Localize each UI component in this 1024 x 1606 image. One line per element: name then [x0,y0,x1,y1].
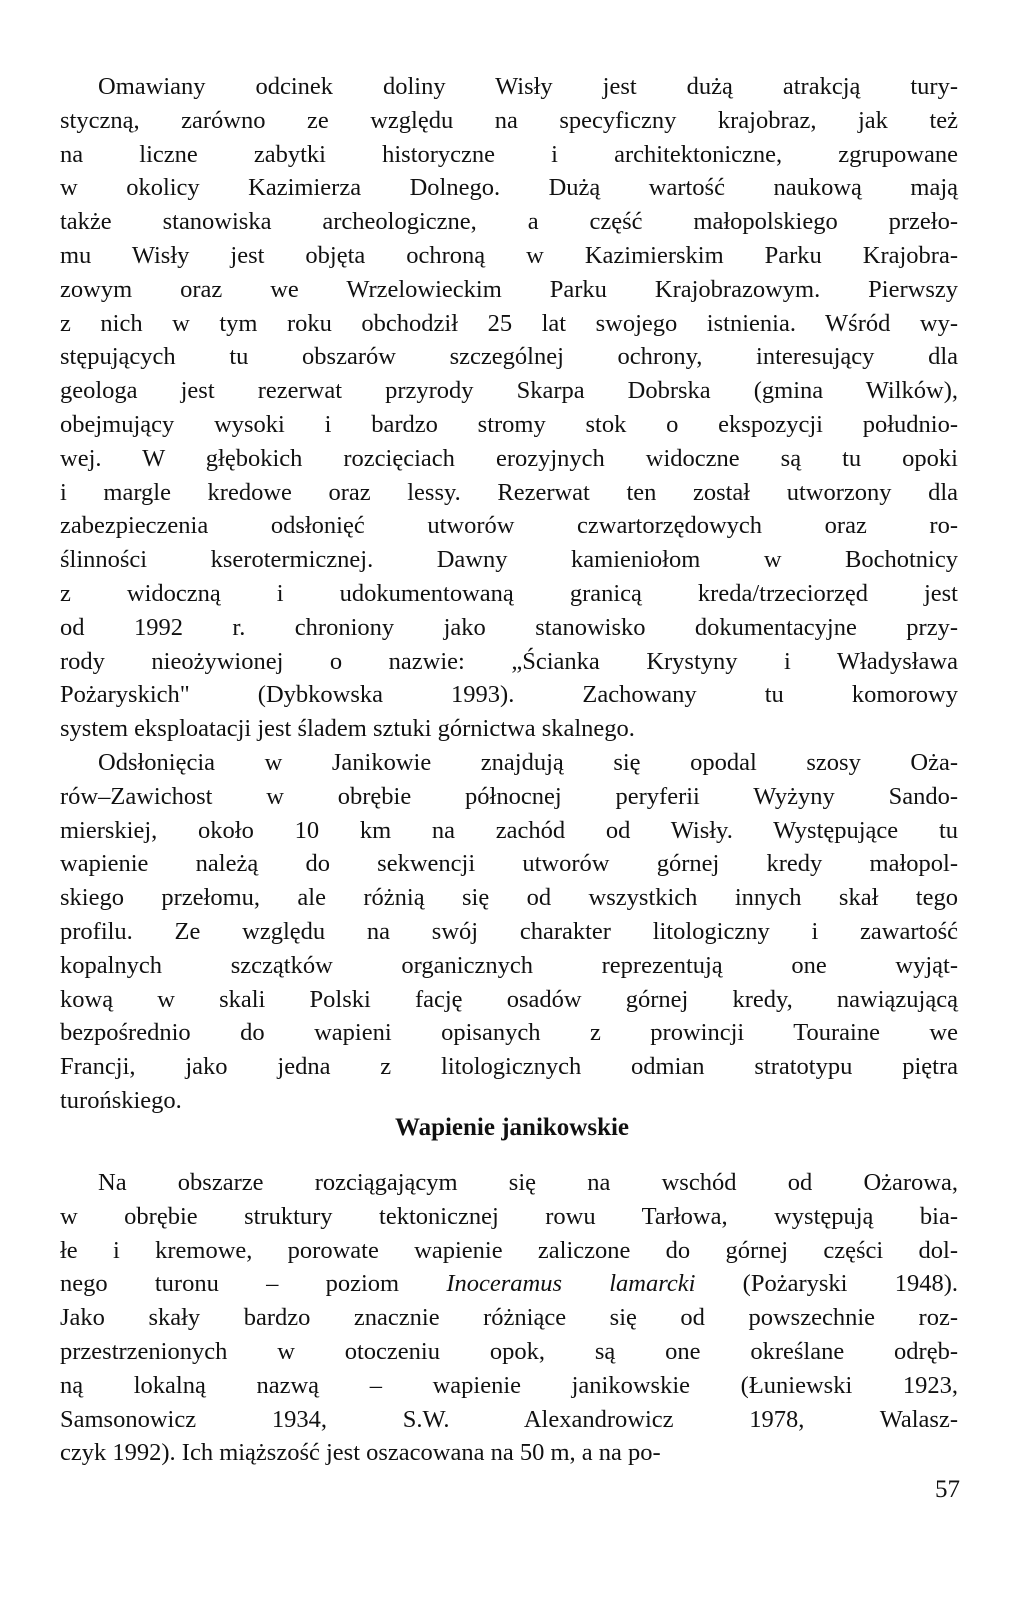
text-line: wej. W głębokich rozcięciach erozyjnych widoczne są tu opoki [60,444,958,472]
text-line: z widoczną i udokumentowaną granicą kreda/trzeciorzęd jest [60,579,958,607]
text-line: od 1992 r. chroniony jako stanowisko dokumentacyjne przy- [60,613,958,641]
text-line: Odsłonięcia w Janikowie znajdują się opodal szosy Oża- [98,748,958,776]
text-line: zowym oraz we Wrzelowieckim Parku Krajobrazowym. Pierwszy [60,275,958,303]
text-line: Pożaryskich" (Dybkowska 1993). Zachowany tu komorowy [60,681,958,709]
text-line: geologa jest rezerwat przyrody Skarpa Dobrska (gmina Wilków), [60,377,958,405]
text-line: styczną, zarówno ze względu na specyficzny krajobraz, jak też [60,106,958,134]
text-line: rów–Zawichost w obrębie północnej peryferii Wyżyny Sando- [60,782,958,810]
text-line: Jako skały bardzo znacznie różniące się od powszechnie roz- [60,1304,958,1332]
text-line: kopalnych szczątków organicznych reprezentują one wyjąt- [60,951,958,979]
text-line: mu Wisły jest objęta ochroną w Kazimierskim Parku Krajobra- [60,241,958,269]
text-line: rody nieożywionej o nazwie: „Ścianka Krystyny i Władysława [60,647,958,675]
text-line: profilu. Ze względu na swój charakter litologiczny i zawartość [60,917,958,945]
text-line: Francji, jako jedna z litologicznych odmian stratotypu piętra [60,1053,958,1081]
text-line: w okolicy Kazimierza Dolnego. Dużą wartość naukową mają [60,174,958,202]
text-line: Omawiany odcinek doliny Wisły jest dużą atrakcją tury- [98,73,958,100]
text-line: także stanowiska archeologiczne, a część małopolskiego przeło- [60,208,958,236]
paragraph-1 [60,70,958,746]
text-line: Na obszarze rozciągającym się na wschód od Ożarowa, [98,1169,958,1196]
section-text [60,1166,958,1470]
text-line: w obrębie struktury tektonicznej rowu Tarłowa, występują bia- [60,1202,958,1230]
text-line: przestrzenionych w otoczeniu opok, są one określane odręb- [60,1337,958,1365]
paragraph-2 [60,746,958,1118]
text-line: stępujących tu obszarów szczególnej ochrony, interesujący dla [60,343,958,371]
text-line: i margle kredowe oraz lessy. Rezerwat ten został utworzony dla [60,478,958,506]
text-line: system eksploatacji jest śladem sztuki górnictwa skalnego. [60,715,635,743]
text-line: ną lokalną nazwą – wapienie janikowskie (Łuniewski 1923, [60,1371,958,1399]
text-line: nego turonu – poziom Inoceramus lamarcki (Pożaryski 1948). [60,1270,958,1298]
text-line: mierskiej, około 10 km na zachód od Wisły. Występujące tu [60,816,958,844]
section-heading: Wapienie janikowskie [394,1114,630,1141]
text-line: łe i kremowe, porowate wapienie zaliczone do górnej części dol- [60,1236,958,1264]
text-line: kową w skali Polski fację osadów górnej kredy, nawiązującą [60,985,958,1013]
main-text [60,70,958,1118]
text-line: Samsonowicz 1934, S.W. Alexandrowicz 1978, Walasz- [60,1405,958,1433]
text-line: turońskiego. [60,1086,182,1114]
text-line: z nich w tym roku obchodził 25 lat swojego istnienia. Wśród wy- [60,309,958,337]
text-line: czyk 1992). Ich miąższość jest oszacowana na 50 m, a na po- [60,1439,661,1467]
paragraph-3 [60,1166,958,1470]
text-line: bezpośrednio do wapieni opisanych z prowincji Touraine we [60,1019,958,1047]
text-line: skiego przełomu, ale różnią się od wszystkich innych skał tego [60,884,958,912]
page-number: 57 [935,1476,960,1503]
text-line: wapienie należą do sekwencji utworów górnej kredy małopol- [60,850,958,878]
text-line: zabezpieczenia odsłonięć utworów czwartorzędowych oraz ro- [60,512,958,540]
text-line: obejmujący wysoki i bardzo stromy stok o ekspozycji południo- [60,410,958,438]
text-line: na liczne zabytki historyczne i architektoniczne, zgrupowane [60,140,958,168]
text-line: ślinności kserotermicznej. Dawny kamieniołom w Bochotnicy [60,546,958,574]
